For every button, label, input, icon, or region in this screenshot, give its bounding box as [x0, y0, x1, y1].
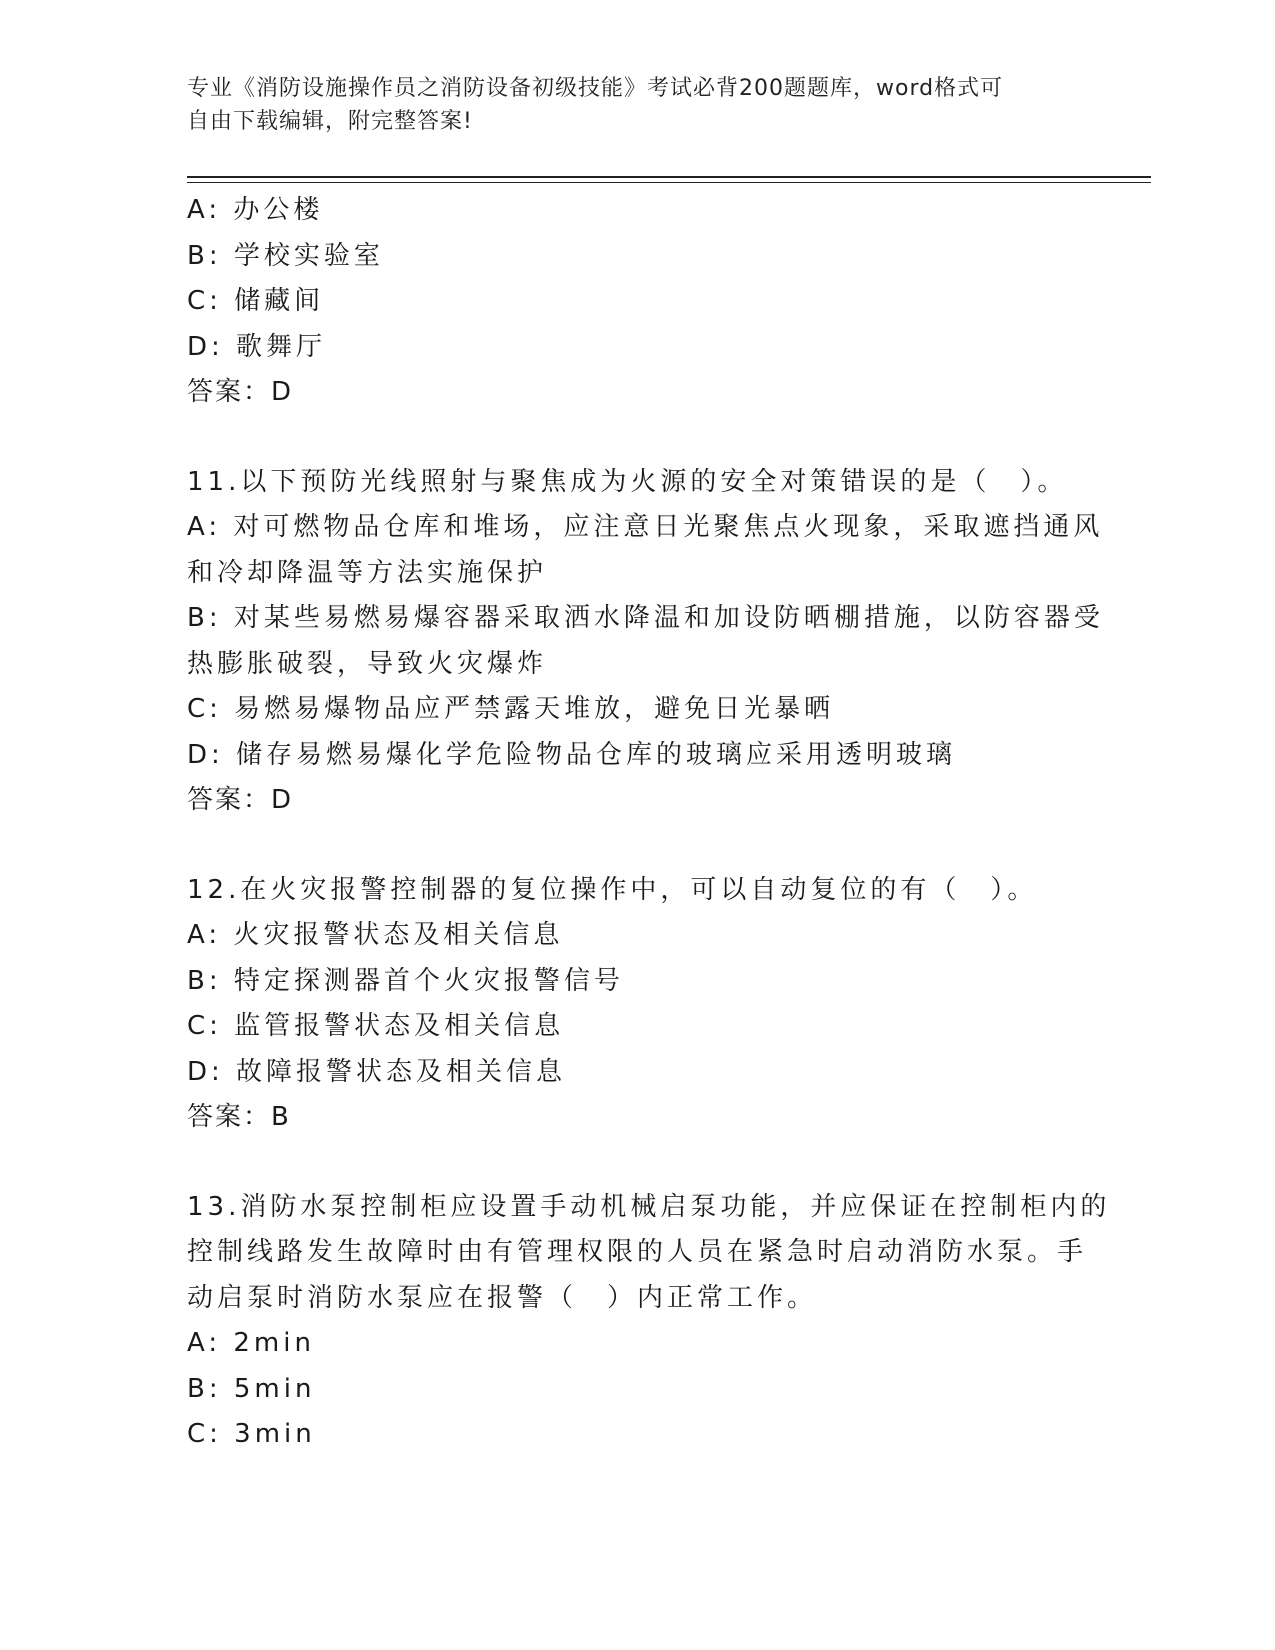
question-content: [187, 188, 1111, 1458]
answer: 答案：B: [187, 1102, 291, 1132]
question-stem-line-3: 动启泵时消防水泵应在报警（ ）内正常工作。: [187, 1282, 818, 1313]
option-d: D: 故障报警状态及相关信息: [187, 1056, 567, 1087]
header-divider-thick: [187, 176, 1151, 178]
question-stem: 12.在火灾报警控制器的复位操作中，可以自动复位的有（ ）。: [187, 874, 1038, 905]
option-d: D: 歌舞厅: [187, 331, 327, 362]
header-divider-thin: [187, 182, 1151, 183]
option-c: C: 易燃易爆物品应严禁露天堆放，避免日光暴晒: [187, 694, 835, 724]
spacer: [187, 824, 1087, 868]
question-11: [187, 460, 1104, 824]
question-12: [187, 868, 1087, 1141]
question-stem: 11.以下预防光线照射与聚焦成为火源的安全对策错误的是（ ）。: [187, 466, 1068, 497]
option-c: C: 储藏间: [187, 286, 325, 316]
option-c: C: 3min: [187, 1419, 316, 1449]
spacer: [187, 416, 1087, 460]
option-b: B: 学校实验室: [187, 240, 384, 271]
spacer: [187, 1141, 1087, 1185]
option-a: A: 办公楼: [187, 195, 324, 225]
option-a: A: 对可燃物品仓库和堆场，应注意日光聚焦点火现象，采取遮挡通风: [187, 512, 1104, 542]
option-b: B: 5min: [187, 1373, 316, 1404]
option-a: A: 2min: [187, 1328, 315, 1358]
document-header: [187, 72, 1067, 138]
option-a: A: 火灾报警状态及相关信息: [187, 920, 564, 950]
question-stem-line-1: 13.消防水泵控制柜应设置手动机械启泵功能，并应保证在控制柜内的: [187, 1191, 1111, 1222]
option-a-continued: 和冷却降温等方法实施保护: [187, 557, 548, 588]
option-b-continued: 热膨胀破裂，导致火灾爆炸: [187, 648, 548, 679]
option-d: D: 储存易燃易爆化学危险物品仓库的玻璃应采用透明玻璃: [187, 739, 957, 770]
question-10: [187, 188, 1087, 416]
question-stem-line-2: 控制线路发生故障时由有管理权限的人员在紧急时启动消防水泵。手: [187, 1237, 1088, 1267]
option-b: B: 特定探测器首个火灾报警信号: [187, 965, 624, 996]
option-c: C: 监管报警状态及相关信息: [187, 1011, 565, 1041]
header-line-2: 自由下载编辑，附完整答案!: [187, 109, 473, 134]
header-line-1: 专业《消防设施操作员之消防设备初级技能》考试必背200题题库，word格式可: [187, 76, 1004, 101]
question-13: [187, 1185, 1111, 1458]
option-b: B: 对某些易燃易爆容器采取洒水降温和加设防晒棚措施，以防容器受: [187, 603, 1104, 633]
answer: 答案：D: [187, 377, 294, 407]
answer: 答案：D: [187, 785, 294, 815]
